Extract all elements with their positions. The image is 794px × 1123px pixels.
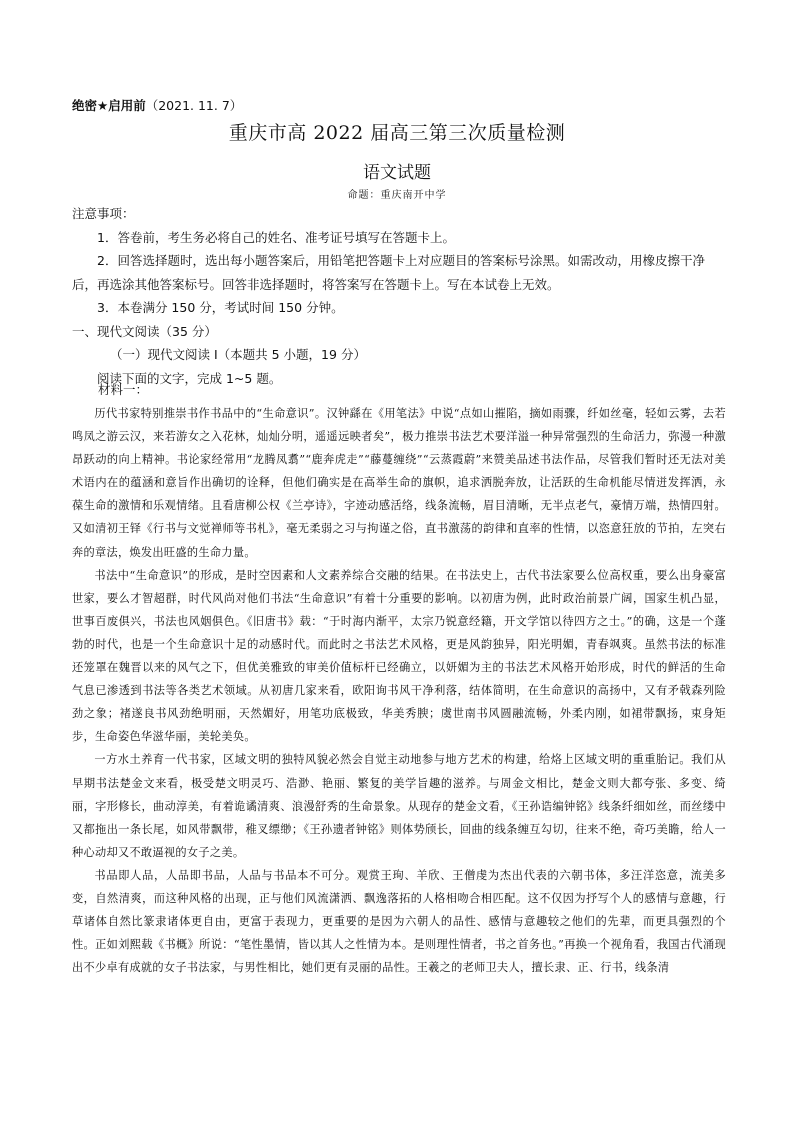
notice-item: 3．本卷满分 150 分，考试时间 150 分钟。 <box>97 300 344 315</box>
section-heading: 一、现代文阅读（35 分） <box>72 323 217 339</box>
reading-instruction: 阅读下面的文字，完成 1~5 题。 <box>97 370 282 386</box>
passage-paragraph: 书品即人品，人品即书品，人品与书品本不可分。观赏王珣、羊欣、王僧虔为杰出代表的六朝书体，多汪洋恣意，流美多变，自然清爽，而这种风格的出现，正与他们风流潇洒、飘逸落拓的人格相吻合相匹配。这不仅因为抒写个人的感情与意趣，行草诸体自然比篆隶诸体更自由，更富于表现力，更重要的是因为六朝人的品性、感情与意趣较之他们的先辈，而更具强烈的个性。正如刘熙载《书概》所说：“笔性墨情，皆以其人之性情为本。是则理性情者，书之首务也。”再换一个视角看，我国古代涌现出不少卓有成就的女子书法家，与男性相比，她们更有灵丽的品性。王羲之的老师卫夫人，擅长隶、正、行书，线条清 <box>72 868 726 975</box>
passage-paragraph: 一方水土养育一代书家，区域文明的独特风貌必然会自觉主动地参与地方艺术的构建，给烙上区域文明的重重胎记。我们从早期书法楚金文来看，极受楚文明灵巧、浩渺、艳丽、繁复的美学旨趣的滋养。与周金文相比，楚金文则大都夸张、多变、绮丽，字形修长，曲动淳美，有着诡谲清爽、浪漫舒秀的生命景象。从现存的楚金文看，《王孙诰编钟铭》线条纤细如丝，而丝缕中又都拖出一条长尾，如风带飘带，稚叉缥缈；《王孙遗者钟铭》则体势颀长，回曲的线条缠互勾切，往来不绝，奇巧美瞻，给人一种心动却又不敢逼视的女子之美。 <box>72 753 726 859</box>
notice-section <box>72 202 724 390</box>
notice-heading: 注意事项： <box>72 206 135 221</box>
exam-subtitle: 语文试题 <box>363 163 431 183</box>
exam-title: 重庆市高 2022 届高三第三次质量检测 <box>228 122 566 144</box>
passage-paragraph: 历代书家特别推崇书作书品中的“生命意识”。汉钟繇在《用笔法》中说“点如山摧陷，摘如雨骤，纤如丝毫，轻如云雾，去若鸣凤之游云汉，来若游女之入花林，灿灿分明，遥遥远映者矣”，极力推崇书法艺术要洋溢一种异常强烈的生命活力，弥漫一种激昂跃动的向上精神。书论家经常用“龙腾凤翥”“鹿奔虎走”“藤蔓缠绕”“云蒸霞蔚”来赞美品述书法作品，尽管我们暂时还无法对美术语内在的蕴涵和意旨作出确切的诠释，但他们确实是在高举生命的旗帜，追求洒脱奔放，让活跃的生命机能尽情迸发挥洒，永葆生命的激情和乐观情绪。且看唐柳公权《兰亭诗》，字迹动感活络，线条流畅，眉目清晰，无半点老气，豪情万端，热情四射。又如清初王铎《行书与文觉禅师等书札》，毫无柔弱之习与拘谨之俗，直书激荡的韵律和直率的性情，以恣意狂放的节拍，左突右奔的章法，焕发出旺盛的生命力量。 <box>72 407 726 559</box>
exam-date: （2021. 11. 7） <box>145 98 243 113</box>
secret-label: 绝密★启用前 <box>72 98 146 113</box>
exam-author: 命题：重庆南开中学 <box>347 190 447 201</box>
reading-passage <box>72 402 726 979</box>
notice-item: 1．答卷前，考生务必将自己的姓名、准考证号填写在答题卡上。 <box>97 229 455 245</box>
notice-item: 2．回答选择题时，选出每小题答案后，用铅笔把答题卡上对应题目的答案标号涂黑。如需改动，用橡皮擦干净后，再选涂其他答案标号。回答非选择题时，将答案写在答题卡上。写在本试卷上无效。 <box>72 253 705 292</box>
subsection-heading: （一）现代文阅读 I（本题共 5 小题，19 分） <box>110 347 366 362</box>
material-label: 材料一： <box>98 382 149 397</box>
passage-paragraph: 书法中“生命意识”的形成，是时空因素和人文素养综合交融的结果。在书法史上，古代书法家要么位高权重，要么出身豪富世家，要么才智超群，时代风尚对他们书法“生命意识”有着十分重要的影响。以初唐为例，此时政治前景广阔，国家生机凸显，世事百废俱兴，书法也风姻俱色。《旧唐书》载：“于时海内渐平，太宗乃锐意经籍，开文学馆以待四方之士。”的确，这是一个蓬勃的时代，也是一个生命意识十足的动感时代。而此时之书法艺术风格，更是风韵独异，阳光明媚，青春飒爽。虽然书法的标准还笼罩在魏晋以来的风气之下，但优美雅致的审美价值标杆已经确立，以妍媚为主的书法艺术风格开始形成，时代的鲜活的生命气息已渗透到书法等各类艺术领域。从初唐几家来看，欧阳询书风干净利落，结体简明，在生命意识的高扬中，又有矛戟森列险劲之象；褚遂良书风劲绝明丽，天然媚好，用笔功底极致，华美秀腴；虞世南书风圆融流畅，外柔内刚，如裙带飘扬，束身矩步，生命姿色华滋华丽，美轮美奂。 <box>72 568 726 744</box>
confidential-header <box>72 96 242 114</box>
